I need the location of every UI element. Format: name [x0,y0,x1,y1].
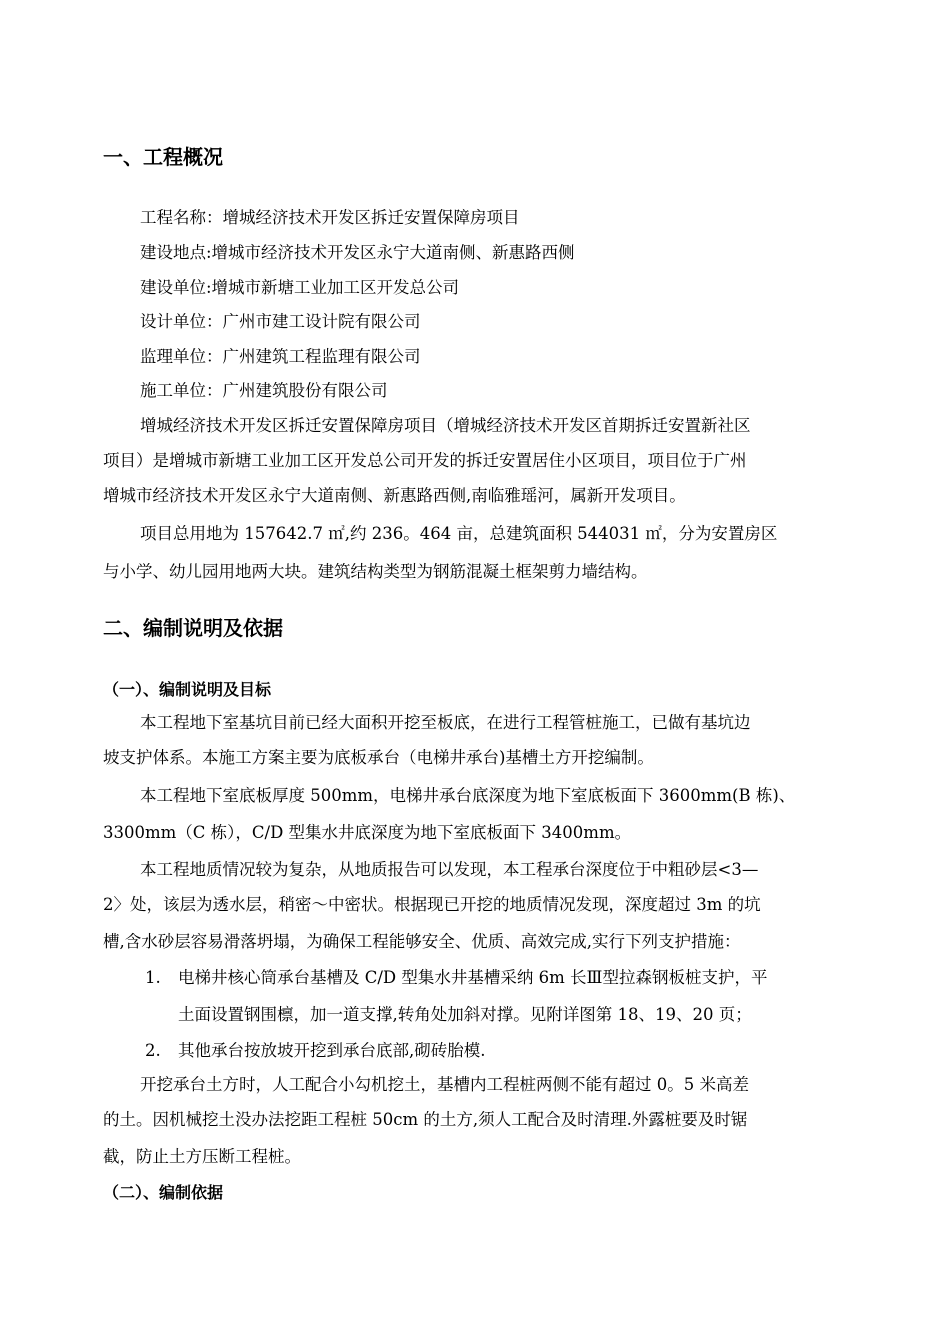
design-unit: 设计单位：广州市建工设计院有限公司 [140,312,421,331]
overview-para1-line: 增城经济技术开发区拆迁安置保障房项目（增城经济技术开发区首期拆迁安置新社区 [140,416,751,435]
sub1-para4-line: 开挖承台土方时，人工配合小勾机挖土，基槽内工程桩两侧不能有超过 0。5 米高差 [140,1075,749,1094]
sub1-para1-line: 本工程地下室基坑目前已经大面积开挖至板底，在进行工程管桩施工，已做有基坑边 [140,713,751,732]
overview-para1-line: 增城市经济技术开发区永宁大道南侧、新惠路西侧,南临雅瑶河，属新开发项目。 [103,486,686,505]
section1-heading: 一、工程概况 [103,145,223,169]
builder-unit: 施工单位：广州建筑股份有限公司 [140,381,388,400]
project-name: 工程名称：增城经济技术开发区拆迁安置保障房项目 [140,208,520,227]
list-item-number: 1. [145,968,161,987]
sub1-para1-line: 坡支护体系。本施工方案主要为底板承台（电梯井承台)基槽土方开挖编制。 [103,748,654,767]
sub1-para3-line: 槽,含水砂层容易滑落坍塌，为确保工程能够安全、优质、高效完成,实行下列支护措施： [103,932,741,951]
sub1-para4-line: 截，防止土方压断工程桩。 [103,1147,301,1166]
supervision-unit: 监理单位：广州建筑工程监理有限公司 [140,347,421,366]
overview-para2-line: 与小学、幼儿园用地两大块。建筑结构类型为钢筋混凝土框架剪力墙结构。 [103,562,648,581]
list-item-line: 其他承台按放坡开挖到承台底部,砌砖胎模. [178,1041,486,1060]
project-location: 建设地点:增城市经济技术开发区永宁大道南侧、新惠路西侧 [140,243,575,262]
sub1-para2-line: 3300mm（C 栋），C/D 型集水井底深度为地下室底板面下 3400mm。 [103,823,632,842]
sub1-para3-line: 本工程地质情况较为复杂，从地质报告可以发现，本工程承台深度位于中粗砂层<3— [140,860,759,879]
list-item-line: 电梯井核心筒承台基槽及 C/D 型集水井基槽采纳 6m 长Ⅲ型拉森钢板桩支护，平 [178,968,768,987]
sub1-para3-line: 2〉处，该层为透水层，稍密～中密状。根据现已开挖的地质情况发现，深度超过 3m 的坑 [103,895,761,914]
overview-para1-line: 项目）是增城市新塘工业加工区开发总公司开发的拆迁安置居住小区项目，项目位于广州 [103,451,747,470]
section2-heading: 二、编制说明及依据 [103,616,283,640]
sub1-para4-line: 的土。因机械挖土没办法挖距工程桩 50cm 的土方,须人工配合及时清理.外露桩要及时锯 [103,1110,748,1129]
construction-unit: 建设单位:增城市新塘工业加工区开发总公司 [140,278,460,297]
list-item-number: 2. [145,1041,161,1060]
sub1-para2-line: 本工程地下室底板厚度 500mm，电梯井承台底深度为地下室底板面下 3600mm(B 栋)、 [140,786,796,805]
subsection2-heading: （二）、编制依据 [103,1183,224,1202]
list-item-line: 土面设置钢围檩，加一道支撑,转角处加斜对撑。见附详图第 18、19、20 页； [178,1005,752,1024]
overview-para2-line: 项目总用地为 157642.7 ㎡,约 236。464 亩，总建筑面积 544031 ㎡，分为安置房区 [140,524,778,543]
subsection1-heading: （一）、编制说明及目标 [103,680,272,699]
